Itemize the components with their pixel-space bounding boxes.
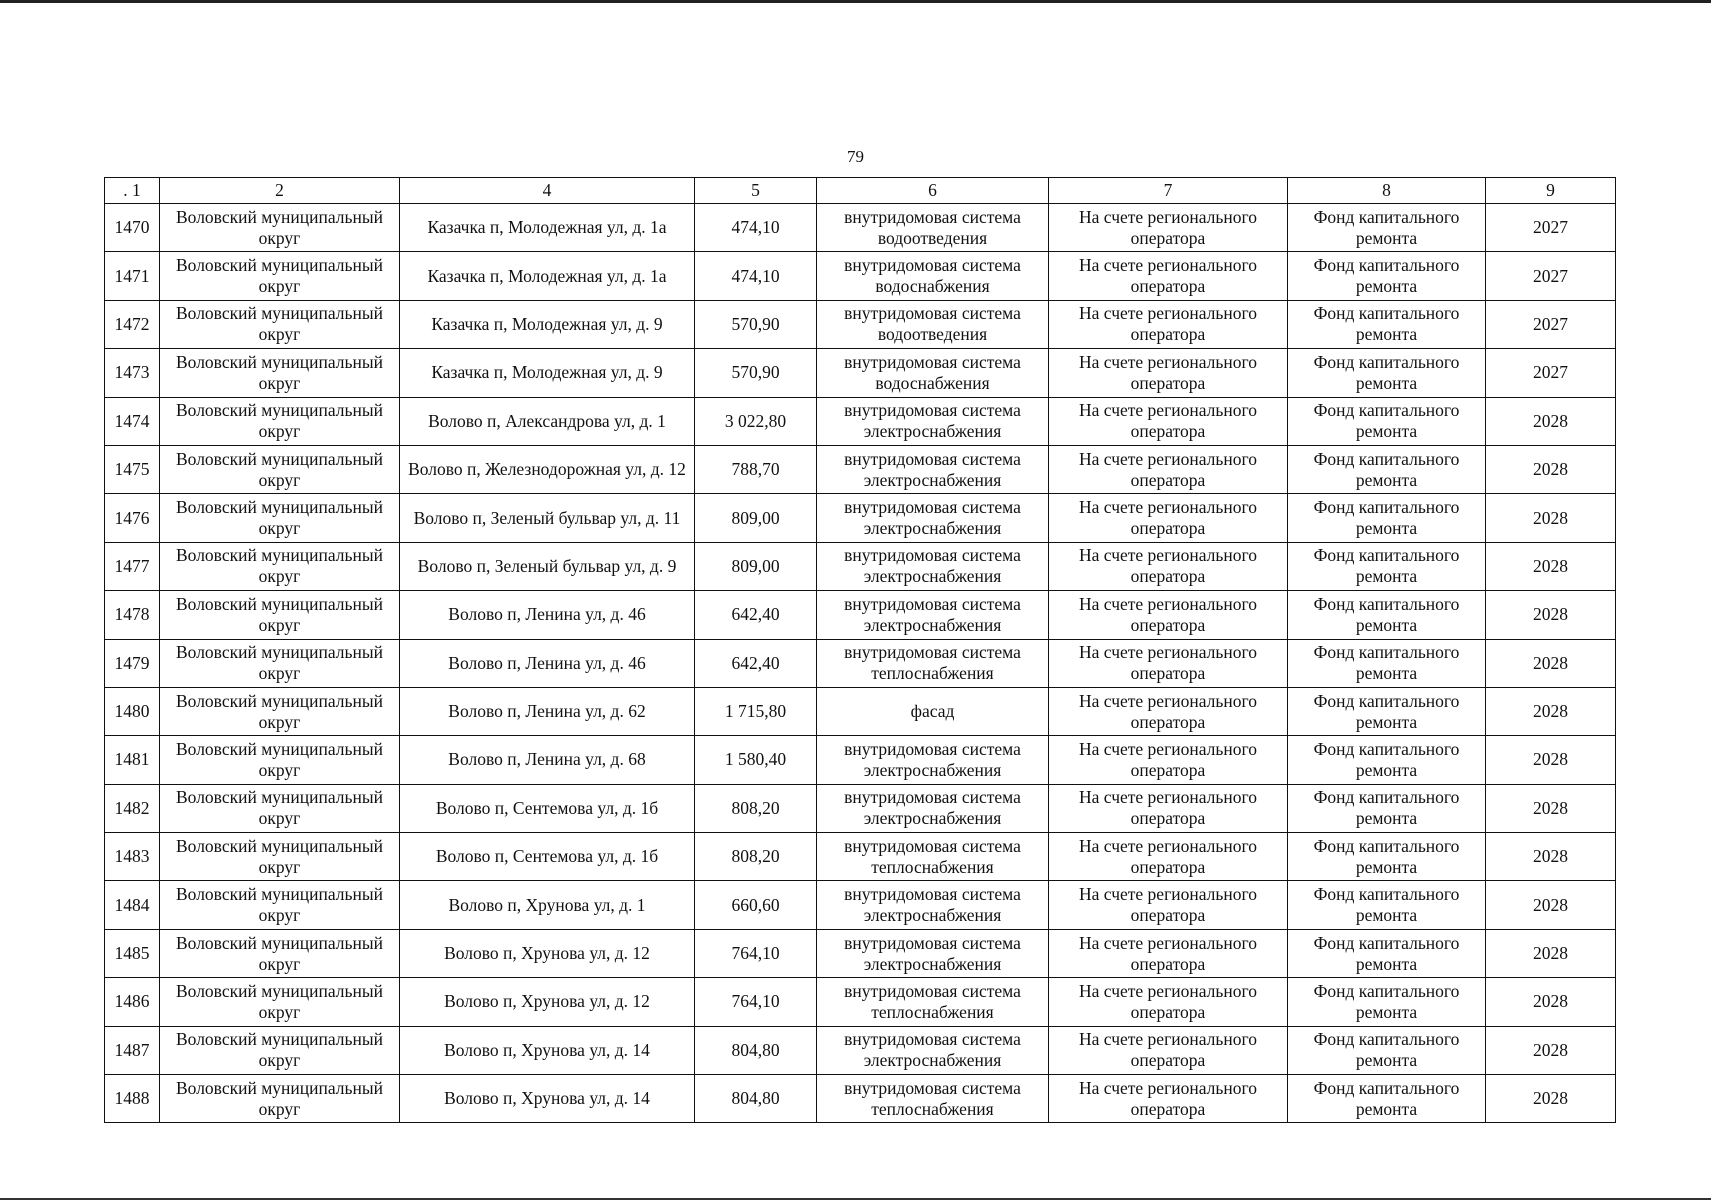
page-number: 79 <box>847 147 864 166</box>
fund-cell: Фонд капитального ремонта <box>1288 300 1486 348</box>
table-row <box>105 300 1616 348</box>
area-cell: 804,80 <box>695 1075 817 1123</box>
year-cell: 2028 <box>1486 1075 1616 1123</box>
account-type-cell: На счете регионального оператора <box>1049 736 1288 784</box>
fund-cell: Фонд капитального ремонта <box>1288 542 1486 590</box>
system-cell: внутридомовая система электроснабжения <box>817 929 1049 977</box>
table-body <box>105 204 1616 1123</box>
column-header: . 1 <box>105 178 160 204</box>
account-type-cell: На счете регионального оператора <box>1049 445 1288 493</box>
year-cell: 2027 <box>1486 300 1616 348</box>
table-row <box>105 833 1616 881</box>
address-cell: Волово п, Сентемова ул, д. 1б <box>400 833 695 881</box>
account-type-cell: На счете регионального оператора <box>1049 252 1288 300</box>
area-cell: 764,10 <box>695 978 817 1026</box>
system-cell: внутридомовая система водоснабжения <box>817 252 1049 300</box>
fund-cell: Фонд капитального ремонта <box>1288 687 1486 735</box>
year-cell: 2028 <box>1486 542 1616 590</box>
year-cell: 2028 <box>1486 978 1616 1026</box>
account-type-cell: На счете регионального оператора <box>1049 1075 1288 1123</box>
address-cell: Волово п, Ленина ул, д. 62 <box>400 687 695 735</box>
fund-cell: Фонд капитального ремонта <box>1288 1075 1486 1123</box>
row-number-cell: 1487 <box>105 1026 160 1074</box>
row-number-cell: 1472 <box>105 300 160 348</box>
fund-cell: Фонд капитального ремонта <box>1288 881 1486 929</box>
system-cell: внутридомовая система водоотведения <box>817 204 1049 252</box>
system-cell: внутридомовая система теплоснабжения <box>817 833 1049 881</box>
table-row <box>105 1026 1616 1074</box>
area-cell: 3 022,80 <box>695 397 817 445</box>
address-cell: Волово п, Хрунова ул, д. 1 <box>400 881 695 929</box>
row-number-cell: 1477 <box>105 542 160 590</box>
system-cell: внутридомовая система водоотведения <box>817 300 1049 348</box>
row-number-cell: 1479 <box>105 639 160 687</box>
table-row <box>105 1075 1616 1123</box>
system-cell: внутридомовая система водоснабжения <box>817 349 1049 397</box>
year-cell: 2028 <box>1486 687 1616 735</box>
area-cell: 1 715,80 <box>695 687 817 735</box>
table-row <box>105 978 1616 1026</box>
fund-cell: Фонд капитального ремонта <box>1288 1026 1486 1074</box>
fund-cell: Фонд капитального ремонта <box>1288 978 1486 1026</box>
municipality-cell: Воловский муниципальный округ <box>160 736 400 784</box>
account-type-cell: На счете регионального оператора <box>1049 978 1288 1026</box>
row-number-cell: 1486 <box>105 978 160 1026</box>
account-type-cell: На счете регионального оператора <box>1049 929 1288 977</box>
row-number-cell: 1482 <box>105 784 160 832</box>
year-cell: 2028 <box>1486 639 1616 687</box>
fund-cell: Фонд капитального ремонта <box>1288 397 1486 445</box>
account-type-cell: На счете регионального оператора <box>1049 542 1288 590</box>
fund-cell: Фонд капитального ремонта <box>1288 784 1486 832</box>
fund-cell: Фонд капитального ремонта <box>1288 349 1486 397</box>
area-cell: 642,40 <box>695 591 817 639</box>
area-cell: 764,10 <box>695 929 817 977</box>
year-cell: 2028 <box>1486 591 1616 639</box>
row-number-cell: 1471 <box>105 252 160 300</box>
row-number-cell: 1480 <box>105 687 160 735</box>
address-cell: Волово п, Хрунова ул, д. 14 <box>400 1026 695 1074</box>
account-type-cell: На счете регионального оператора <box>1049 397 1288 445</box>
row-number-cell: 1485 <box>105 929 160 977</box>
year-cell: 2028 <box>1486 881 1616 929</box>
table-row <box>105 687 1616 735</box>
municipality-cell: Воловский муниципальный округ <box>160 494 400 542</box>
address-cell: Казачка п, Молодежная ул, д. 1а <box>400 252 695 300</box>
address-cell: Волово п, Железнодорожная ул, д. 12 <box>400 445 695 493</box>
year-cell: 2028 <box>1486 833 1616 881</box>
address-cell: Волово п, Зеленый бульвар ул, д. 11 <box>400 494 695 542</box>
row-number-cell: 1478 <box>105 591 160 639</box>
table-row <box>105 397 1616 445</box>
account-type-cell: На счете регионального оператора <box>1049 300 1288 348</box>
system-cell: внутридомовая система электроснабжения <box>817 1026 1049 1074</box>
table-row <box>105 639 1616 687</box>
account-type-cell: На счете регионального оператора <box>1049 687 1288 735</box>
municipality-cell: Воловский муниципальный округ <box>160 204 400 252</box>
table-row <box>105 881 1616 929</box>
area-cell: 570,90 <box>695 300 817 348</box>
year-cell: 2028 <box>1486 397 1616 445</box>
table-row <box>105 929 1616 977</box>
account-type-cell: На счете регионального оператора <box>1049 349 1288 397</box>
fund-cell: Фонд капитального ремонта <box>1288 736 1486 784</box>
column-header: 5 <box>695 178 817 204</box>
table-row <box>105 591 1616 639</box>
system-cell: внутридомовая система электроснабжения <box>817 591 1049 639</box>
municipality-cell: Воловский муниципальный округ <box>160 1075 400 1123</box>
table-row <box>105 445 1616 493</box>
system-cell: внутридомовая система электроснабжения <box>817 445 1049 493</box>
fund-cell: Фонд капитального ремонта <box>1288 929 1486 977</box>
year-cell: 2028 <box>1486 929 1616 977</box>
table-row <box>105 784 1616 832</box>
municipality-cell: Воловский муниципальный округ <box>160 881 400 929</box>
table-row <box>105 494 1616 542</box>
municipality-cell: Воловский муниципальный округ <box>160 252 400 300</box>
column-number-row <box>105 178 1616 204</box>
municipality-cell: Воловский муниципальный округ <box>160 445 400 493</box>
system-cell: внутридомовая система теплоснабжения <box>817 1075 1049 1123</box>
municipality-cell: Воловский муниципальный округ <box>160 397 400 445</box>
system-cell: внутридомовая система теплоснабжения <box>817 978 1049 1026</box>
address-cell: Волово п, Ленина ул, д. 46 <box>400 591 695 639</box>
area-cell: 1 580,40 <box>695 736 817 784</box>
area-cell: 788,70 <box>695 445 817 493</box>
year-cell: 2028 <box>1486 494 1616 542</box>
municipality-cell: Воловский муниципальный округ <box>160 300 400 348</box>
row-number-cell: 1488 <box>105 1075 160 1123</box>
municipality-cell: Воловский муниципальный округ <box>160 1026 400 1074</box>
fund-cell: Фонд капитального ремонта <box>1288 252 1486 300</box>
system-cell: внутридомовая система электроснабжения <box>817 542 1049 590</box>
fund-cell: Фонд капитального ремонта <box>1288 445 1486 493</box>
column-header: 6 <box>817 178 1049 204</box>
row-number-cell: 1481 <box>105 736 160 784</box>
municipality-cell: Воловский муниципальный округ <box>160 978 400 1026</box>
table-row <box>105 204 1616 252</box>
column-header: 2 <box>160 178 400 204</box>
fund-cell: Фонд капитального ремонта <box>1288 494 1486 542</box>
area-cell: 474,10 <box>695 252 817 300</box>
column-header: 7 <box>1049 178 1288 204</box>
address-cell: Волово п, Хрунова ул, д. 12 <box>400 929 695 977</box>
account-type-cell: На счете регионального оператора <box>1049 639 1288 687</box>
row-number-cell: 1483 <box>105 833 160 881</box>
table-row <box>105 252 1616 300</box>
municipality-cell: Воловский муниципальный округ <box>160 784 400 832</box>
row-number-cell: 1484 <box>105 881 160 929</box>
address-cell: Волово п, Сентемова ул, д. 1б <box>400 784 695 832</box>
fund-cell: Фонд капитального ремонта <box>1288 204 1486 252</box>
fund-cell: Фонд капитального ремонта <box>1288 639 1486 687</box>
system-cell: фасад <box>817 687 1049 735</box>
account-type-cell: На счете регионального оператора <box>1049 494 1288 542</box>
year-cell: 2027 <box>1486 349 1616 397</box>
municipality-cell: Воловский муниципальный округ <box>160 591 400 639</box>
table-row <box>105 736 1616 784</box>
municipality-cell: Воловский муниципальный округ <box>160 833 400 881</box>
municipality-cell: Воловский муниципальный округ <box>160 542 400 590</box>
column-header: 8 <box>1288 178 1486 204</box>
area-cell: 570,90 <box>695 349 817 397</box>
system-cell: внутридомовая система теплоснабжения <box>817 639 1049 687</box>
area-cell: 808,20 <box>695 784 817 832</box>
area-cell: 809,00 <box>695 542 817 590</box>
address-cell: Волово п, Александрова ул, д. 1 <box>400 397 695 445</box>
year-cell: 2027 <box>1486 204 1616 252</box>
system-cell: внутридомовая система электроснабжения <box>817 784 1049 832</box>
address-cell: Казачка п, Молодежная ул, д. 9 <box>400 349 695 397</box>
municipality-cell: Воловский муниципальный округ <box>160 687 400 735</box>
municipality-cell: Воловский муниципальный округ <box>160 929 400 977</box>
address-cell: Казачка п, Молодежная ул, д. 9 <box>400 300 695 348</box>
account-type-cell: На счете регионального оператора <box>1049 591 1288 639</box>
account-type-cell: На счете регионального оператора <box>1049 204 1288 252</box>
row-number-cell: 1475 <box>105 445 160 493</box>
system-cell: внутридомовая система электроснабжения <box>817 397 1049 445</box>
address-cell: Волово п, Ленина ул, д. 68 <box>400 736 695 784</box>
area-cell: 804,80 <box>695 1026 817 1074</box>
year-cell: 2028 <box>1486 1026 1616 1074</box>
address-cell: Казачка п, Молодежная ул, д. 1а <box>400 204 695 252</box>
area-cell: 809,00 <box>695 494 817 542</box>
account-type-cell: На счете регионального оператора <box>1049 784 1288 832</box>
municipality-cell: Воловский муниципальный округ <box>160 639 400 687</box>
address-cell: Волово п, Хрунова ул, д. 14 <box>400 1075 695 1123</box>
system-cell: внутридомовая система электроснабжения <box>817 494 1049 542</box>
year-cell: 2028 <box>1486 784 1616 832</box>
row-number-cell: 1474 <box>105 397 160 445</box>
area-cell: 808,20 <box>695 833 817 881</box>
row-number-cell: 1476 <box>105 494 160 542</box>
system-cell: внутридомовая система электроснабжения <box>817 736 1049 784</box>
address-cell: Волово п, Хрунова ул, д. 12 <box>400 978 695 1026</box>
area-cell: 642,40 <box>695 639 817 687</box>
column-header: 9 <box>1486 178 1616 204</box>
register-table <box>104 177 1616 1123</box>
account-type-cell: На счете регионального оператора <box>1049 881 1288 929</box>
address-cell: Волово п, Ленина ул, д. 46 <box>400 639 695 687</box>
fund-cell: Фонд капитального ремонта <box>1288 591 1486 639</box>
system-cell: внутридомовая система электроснабжения <box>817 881 1049 929</box>
column-header: 4 <box>400 178 695 204</box>
fund-cell: Фонд капитального ремонта <box>1288 833 1486 881</box>
row-number-cell: 1470 <box>105 204 160 252</box>
address-cell: Волово п, Зеленый бульвар ул, д. 9 <box>400 542 695 590</box>
account-type-cell: На счете регионального оператора <box>1049 833 1288 881</box>
top-scan-border <box>0 0 1711 3</box>
table-row <box>105 542 1616 590</box>
account-type-cell: На счете регионального оператора <box>1049 1026 1288 1074</box>
municipality-cell: Воловский муниципальный округ <box>160 349 400 397</box>
table-row <box>105 349 1616 397</box>
year-cell: 2028 <box>1486 736 1616 784</box>
year-cell: 2028 <box>1486 445 1616 493</box>
area-cell: 660,60 <box>695 881 817 929</box>
row-number-cell: 1473 <box>105 349 160 397</box>
area-cell: 474,10 <box>695 204 817 252</box>
year-cell: 2027 <box>1486 252 1616 300</box>
